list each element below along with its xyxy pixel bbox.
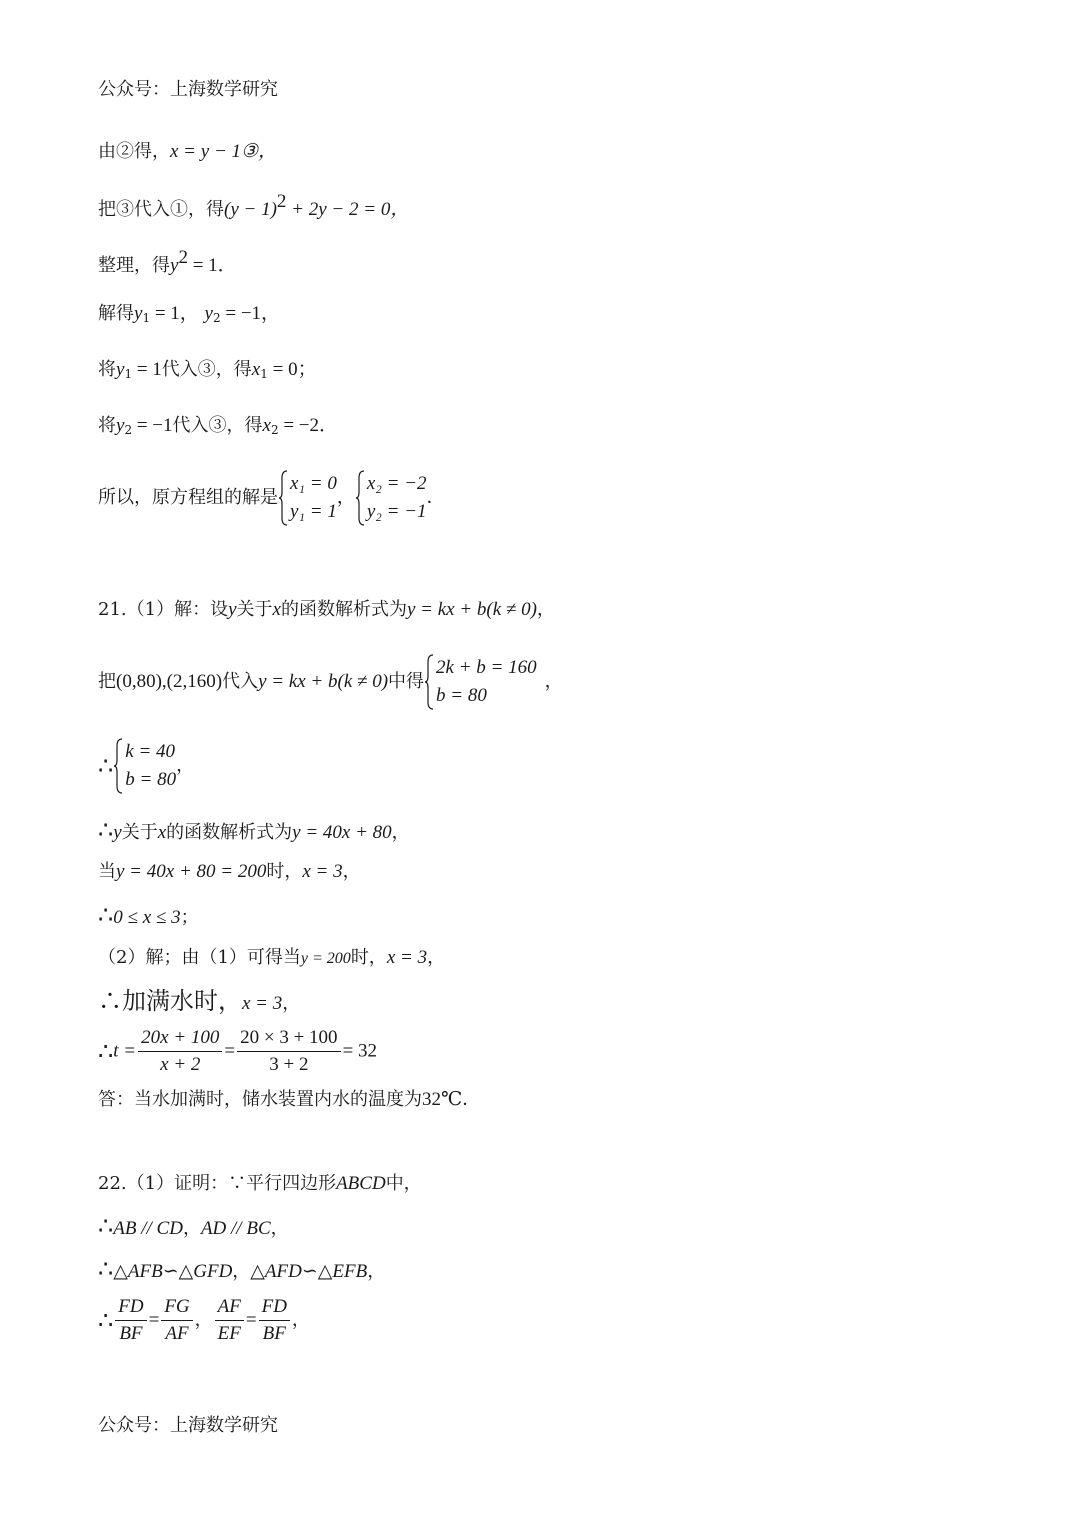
solution-line: [98, 654, 563, 710]
variable: y: [116, 415, 125, 436]
left-brace-icon: [278, 470, 288, 526]
equation: y = 40x + 80: [292, 822, 392, 843]
equation: (y − 1): [224, 199, 277, 220]
solution-line: [98, 1294, 310, 1347]
separator: ，: [194, 1309, 213, 1331]
therefore-symbol: ∴: [98, 752, 114, 780]
subscript: 2: [124, 423, 133, 437]
equation: = 32: [342, 1040, 378, 1062]
equation-system: [424, 654, 537, 710]
equals-sign: =: [245, 1309, 257, 1331]
variable: x: [251, 359, 261, 380]
solution-line: [98, 818, 410, 845]
text: 时，: [266, 861, 303, 882]
text: 关于: [121, 822, 158, 843]
text: 的函数解析式为: [280, 599, 407, 620]
solution-line: [98, 738, 194, 794]
exponent: 2: [276, 191, 287, 212]
variable: y: [228, 599, 237, 620]
equation: = −1: [132, 415, 173, 436]
separator: ，: [336, 487, 355, 508]
punctuation: ，: [270, 1218, 289, 1239]
equation: = 1．: [187, 255, 237, 276]
equation-system: [278, 470, 337, 526]
numerator: AF: [215, 1294, 244, 1321]
therefore-symbol: ∴: [98, 1306, 114, 1335]
punctuation: ．: [462, 1089, 481, 1110]
therefore-symbol: ∴加满水时，: [98, 987, 242, 1015]
solution-line: [98, 140, 277, 164]
shape-label: ABCD: [336, 1173, 386, 1194]
solution-line: [98, 414, 338, 442]
numerator: FD: [259, 1294, 290, 1321]
subscript: 2: [212, 311, 221, 325]
equation: = −1，: [220, 303, 281, 324]
fraction: [115, 1294, 146, 1347]
variable: y: [204, 303, 213, 324]
punctuation: ，: [367, 1261, 386, 1282]
equation: x = 3: [242, 993, 283, 1014]
punctuation: ，: [391, 822, 410, 843]
subscript: 1: [142, 311, 151, 325]
text: 关于: [236, 599, 273, 620]
subscript: 1: [260, 367, 268, 381]
text: （2）解；由（1）可得当: [98, 947, 301, 968]
text: 21.（1）解：设: [98, 599, 229, 620]
equation-row: k = 40: [125, 741, 176, 762]
equation: + 2y − 2 = 0，: [286, 199, 410, 220]
text: 中，: [385, 1173, 422, 1194]
therefore-symbol: ∴: [98, 901, 114, 929]
solution-line: [98, 470, 445, 526]
equation-row: x₂ = −2: [366, 473, 427, 494]
inequality: 0 ≤ x ≤ 3: [113, 907, 181, 928]
denominator: BF: [262, 1323, 286, 1344]
text: 时，: [350, 947, 387, 968]
solution-line: [98, 358, 317, 386]
equation-row: y₂ = −1: [366, 501, 427, 522]
page-header: 公众号：上海数学研究: [98, 79, 278, 100]
similarity: △AFB∽△GFD: [113, 1261, 233, 1282]
punctuation: ；: [180, 907, 199, 928]
text: 代入③，得: [161, 359, 252, 380]
text: 答：当水加满时，储水装置内水的温度为: [98, 1089, 422, 1110]
left-brace-icon: [113, 738, 123, 794]
variable: y: [116, 359, 125, 380]
denominator: AF: [165, 1323, 189, 1344]
punctuation: ，: [176, 755, 195, 776]
equation: = −2．: [278, 415, 339, 436]
exponent: 2: [178, 247, 188, 268]
therefore-symbol: ∴: [98, 1212, 114, 1240]
equation: = 1，: [150, 303, 199, 324]
equation-system: [113, 738, 176, 794]
fraction: [237, 1025, 340, 1078]
punctuation: ，: [342, 861, 361, 882]
numerator: 20x + 100: [138, 1025, 222, 1052]
variable: y: [170, 255, 179, 276]
therefore-symbol: ∴: [98, 816, 114, 844]
punctuation: ，: [182, 1218, 201, 1239]
text: 代入: [222, 671, 259, 692]
equation-row: b = 80: [125, 769, 177, 790]
equation: x = y − 1③，: [170, 141, 278, 162]
punctuation: ，: [427, 947, 446, 968]
relation: AB // CD: [113, 1218, 183, 1239]
numerator: 20 × 3 + 100: [237, 1025, 340, 1052]
equation: x = 3: [386, 947, 428, 968]
page-footer: 公众号：上海数学研究: [98, 1415, 278, 1436]
text: 的函数解析式为: [166, 822, 293, 843]
equation-row: b = 80: [436, 685, 487, 706]
equation: y = kx + b(k ≠ 0): [258, 671, 389, 692]
solution-line: [98, 246, 237, 278]
punctuation: ，: [291, 1309, 310, 1331]
equation: x = 3: [302, 861, 343, 882]
solution-line: [98, 946, 445, 971]
solution-line: [98, 1025, 377, 1078]
subscript: 1: [124, 367, 133, 381]
problem-heading: [98, 598, 555, 622]
similarity: △AFD∽△EFB: [250, 1261, 368, 1282]
equation-row: y₁ = 1: [290, 501, 337, 522]
therefore-symbol: ∴: [98, 1037, 114, 1066]
variable: y: [113, 822, 122, 843]
text: 把: [98, 671, 116, 692]
equals-sign: =: [224, 1040, 236, 1062]
variable: y: [134, 303, 143, 324]
denominator: x + 2: [160, 1054, 201, 1075]
punctuation: ，: [536, 599, 555, 620]
solution-line: [98, 989, 300, 1016]
relation: AD // BC: [200, 1218, 271, 1239]
answer-line: [98, 1088, 480, 1112]
problem-heading: [98, 1172, 422, 1196]
denominator: BF: [119, 1323, 143, 1344]
equation-row: x₁ = 0: [290, 473, 337, 494]
punctuation: ，: [232, 1261, 251, 1282]
solution-line: [98, 302, 280, 330]
equation: = 0；: [267, 359, 317, 380]
solution-line: [98, 1214, 289, 1241]
text: 所以，原方程组的解是: [98, 487, 278, 508]
fraction: [161, 1294, 192, 1347]
left-brace-icon: [424, 654, 434, 710]
solution-line: [98, 190, 409, 222]
punctuation: ，: [282, 993, 301, 1014]
subscript: 2: [270, 423, 279, 437]
text: 当: [98, 861, 116, 882]
numerator: FG: [161, 1294, 192, 1321]
text: 由②得，: [98, 141, 170, 162]
left-brace-icon: [355, 470, 365, 526]
punctuation: ．: [426, 487, 445, 508]
solution-line: [98, 860, 361, 884]
equation-row: 2k + b = 160: [436, 657, 537, 678]
text: 整理，得: [98, 255, 170, 276]
text: 把③代入①，得: [98, 199, 224, 220]
equation-system: [355, 470, 427, 526]
equation: y = 200: [300, 950, 351, 967]
points: (0,80),(2,160): [116, 671, 223, 692]
variable: x: [262, 415, 271, 436]
text: 将: [98, 359, 116, 380]
punctuation: ，: [544, 671, 563, 692]
fraction: [259, 1294, 290, 1347]
equation: = 1: [132, 359, 162, 380]
therefore-symbol: ∴: [98, 1255, 114, 1283]
equation: y = kx + b(k ≠ 0): [406, 599, 537, 620]
denominator: 3 + 2: [269, 1054, 309, 1075]
text: 将: [98, 415, 116, 436]
text: 解得: [98, 303, 134, 324]
temperature: 32℃: [422, 1089, 463, 1110]
text: 代入③，得: [172, 415, 263, 436]
equals-sign: =: [148, 1309, 160, 1331]
solution-line: [98, 1257, 385, 1284]
equation: y = 40x + 80 = 200: [116, 861, 267, 882]
variable: x: [272, 599, 281, 620]
numerator: FD: [115, 1294, 146, 1321]
variable: x: [157, 822, 167, 843]
text: 22.（1）证明：∵平行四边形: [98, 1173, 337, 1194]
variable: t =: [113, 1040, 137, 1062]
solution-line: [98, 903, 199, 930]
fraction: [138, 1025, 222, 1078]
fraction: [215, 1294, 244, 1347]
denominator: EF: [217, 1323, 241, 1344]
text: 中得: [388, 671, 425, 692]
